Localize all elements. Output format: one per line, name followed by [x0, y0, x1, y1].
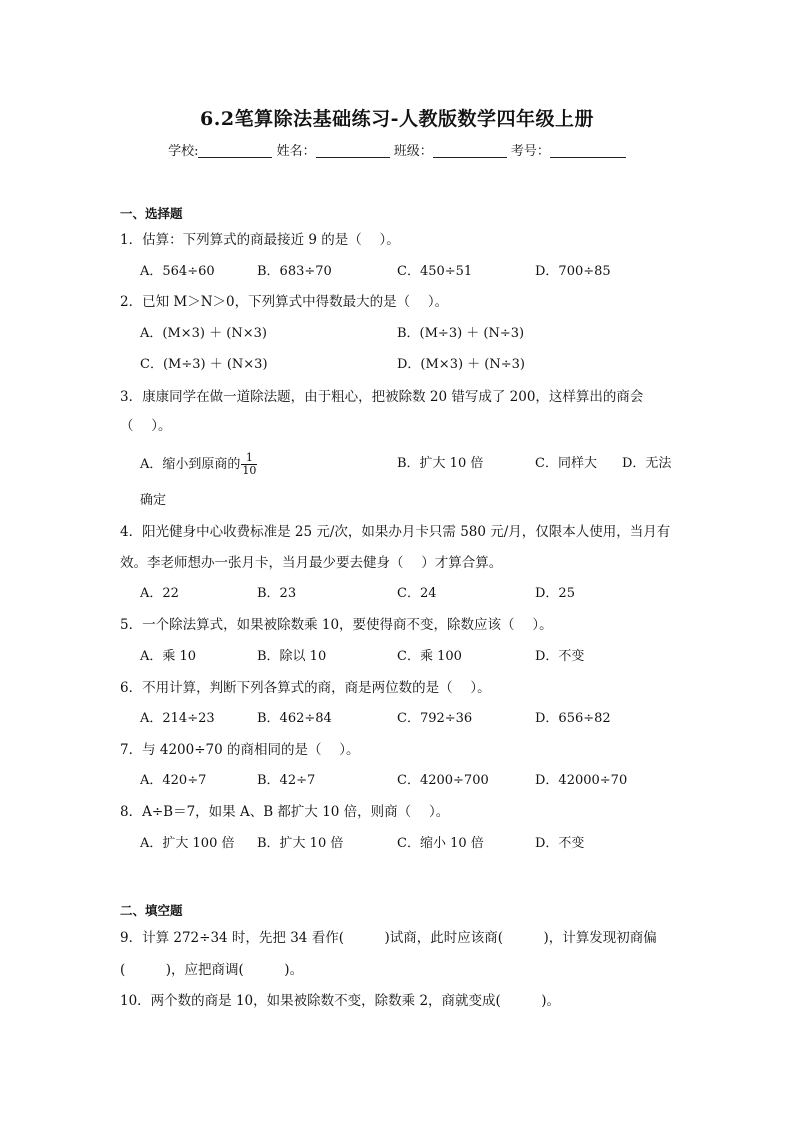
q5-option-c[interactable]: C．乘 100	[397, 649, 462, 664]
question-1-stem: 1．估算：下列算式的商最接近 9 的是（ ）。	[120, 232, 400, 248]
q7-option-c[interactable]: C．4200÷700	[397, 773, 489, 788]
fraction-denominator: 10	[242, 464, 257, 477]
q3-option-a-text: A．缩小到原商的	[140, 457, 241, 472]
question-5-stem: 5．一个除法算式，如果被除数乘 10，要使得商不变，除数应该（ ）。	[120, 617, 553, 633]
q1-option-c[interactable]: C．450÷51	[397, 264, 473, 279]
q1-option-b[interactable]: B．683÷70	[257, 264, 332, 279]
q3-option-c[interactable]: C．同样大	[535, 456, 597, 471]
school-label: 学校:	[168, 144, 199, 159]
class-blank[interactable]	[433, 143, 507, 158]
student-info-line	[0, 140, 794, 159]
q2-option-d[interactable]: D．(M×3) ＋ (N÷3)	[397, 357, 525, 372]
q4-option-d[interactable]: D．25	[535, 586, 575, 601]
q5-option-d[interactable]: D．不变	[535, 649, 585, 664]
id-blank[interactable]	[550, 143, 626, 158]
question-8-stem: 8．A÷B＝7，如果 A、B 都扩大 10 倍，则商（ ）。	[120, 804, 450, 820]
question-9-line1: 9．计算 272÷34 时，先把 34 看作( )试商，此时应该商( )，计算发现初商偏	[120, 930, 657, 946]
q1-option-a[interactable]: A．564÷60	[140, 264, 215, 279]
question-9-line2: ( )，应把商调( )。	[120, 962, 304, 978]
q6-option-b[interactable]: B．462÷84	[257, 711, 332, 726]
q4-option-c[interactable]: C．24	[397, 586, 437, 601]
question-7-stem: 7．与 4200÷70 的商相同的是（ ）。	[120, 742, 360, 758]
section-heading-choice: 一、选择题	[120, 206, 183, 221]
q6-option-a[interactable]: A．214÷23	[140, 711, 215, 726]
page-title: 6.2笔算除法基础练习-人教版数学四年级上册	[200, 108, 594, 130]
q5-option-b[interactable]: B．除以 10	[257, 649, 327, 664]
q5-option-a[interactable]: A．乘 10	[140, 649, 197, 664]
q3-option-d-continued: 确定	[140, 493, 167, 508]
section-heading-fill-blank: 二、填空题	[120, 903, 183, 918]
question-3-stem-line2: （ ）。	[120, 418, 172, 434]
q7-option-d[interactable]: D．42000÷70	[535, 773, 628, 788]
school-blank[interactable]	[198, 143, 272, 158]
q6-option-c[interactable]: C．792÷36	[397, 711, 473, 726]
question-6-stem: 6．不用计算，判断下列各算式的商，商是两位数的是（ ）。	[120, 680, 491, 696]
q4-option-b[interactable]: B．23	[257, 586, 297, 601]
q3-option-b[interactable]: B．扩大 10 倍	[397, 456, 484, 471]
q8-option-d[interactable]: D．不变	[535, 836, 585, 851]
q2-option-c[interactable]: C．(M÷3) ＋ (N×3)	[140, 357, 268, 372]
question-2-stem: 2．已知 M＞N＞0，下列算式中得数最大的是（ ）。	[120, 294, 449, 310]
q7-option-b[interactable]: B．42÷7	[257, 773, 316, 788]
question-4-stem-line1: 4．阳光健身中心收费标准是 25 元/次，如果办月卡只需 580 元/月，仅限本人使用，当月有	[120, 524, 671, 540]
q8-option-b[interactable]: B．扩大 10 倍	[257, 836, 344, 851]
question-10-line1: 10．两个数的商是 10，如果被除数不变，除数乘 2，商就变成( )。	[120, 993, 561, 1009]
q2-option-b[interactable]: B．(M÷3) ＋ (N÷3)	[397, 326, 525, 341]
q1-option-d[interactable]: D．700÷85	[535, 264, 611, 279]
question-3-stem-line1: 3．康康同学在做一道除法题，由于粗心，把被除数 20 错写成了 200，这样算出的商会	[120, 389, 644, 405]
q7-option-a[interactable]: A．420÷7	[140, 773, 207, 788]
q8-option-a[interactable]: A．扩大 100 倍	[140, 836, 235, 851]
id-label: 考号：	[510, 144, 550, 159]
q3-option-d[interactable]: D．无法	[622, 456, 672, 471]
name-label: 姓名：	[276, 144, 316, 159]
q8-option-c[interactable]: C．缩小 10 倍	[397, 836, 484, 851]
class-label: 班级：	[393, 144, 433, 159]
q6-option-d[interactable]: D．656÷82	[535, 711, 611, 726]
fraction-one-tenth	[241, 452, 257, 477]
q4-option-a[interactable]: A．22	[140, 586, 179, 601]
question-4-stem-line2: 效。李老师想办一张月卡，当月最少要去健身（ ）才算合算。	[120, 555, 503, 571]
q2-option-a[interactable]: A．(M×3) ＋ (N×3)	[140, 326, 267, 341]
name-blank[interactable]	[316, 143, 390, 158]
q3-option-a[interactable]	[140, 452, 257, 477]
fraction-numerator: 1	[241, 452, 257, 465]
